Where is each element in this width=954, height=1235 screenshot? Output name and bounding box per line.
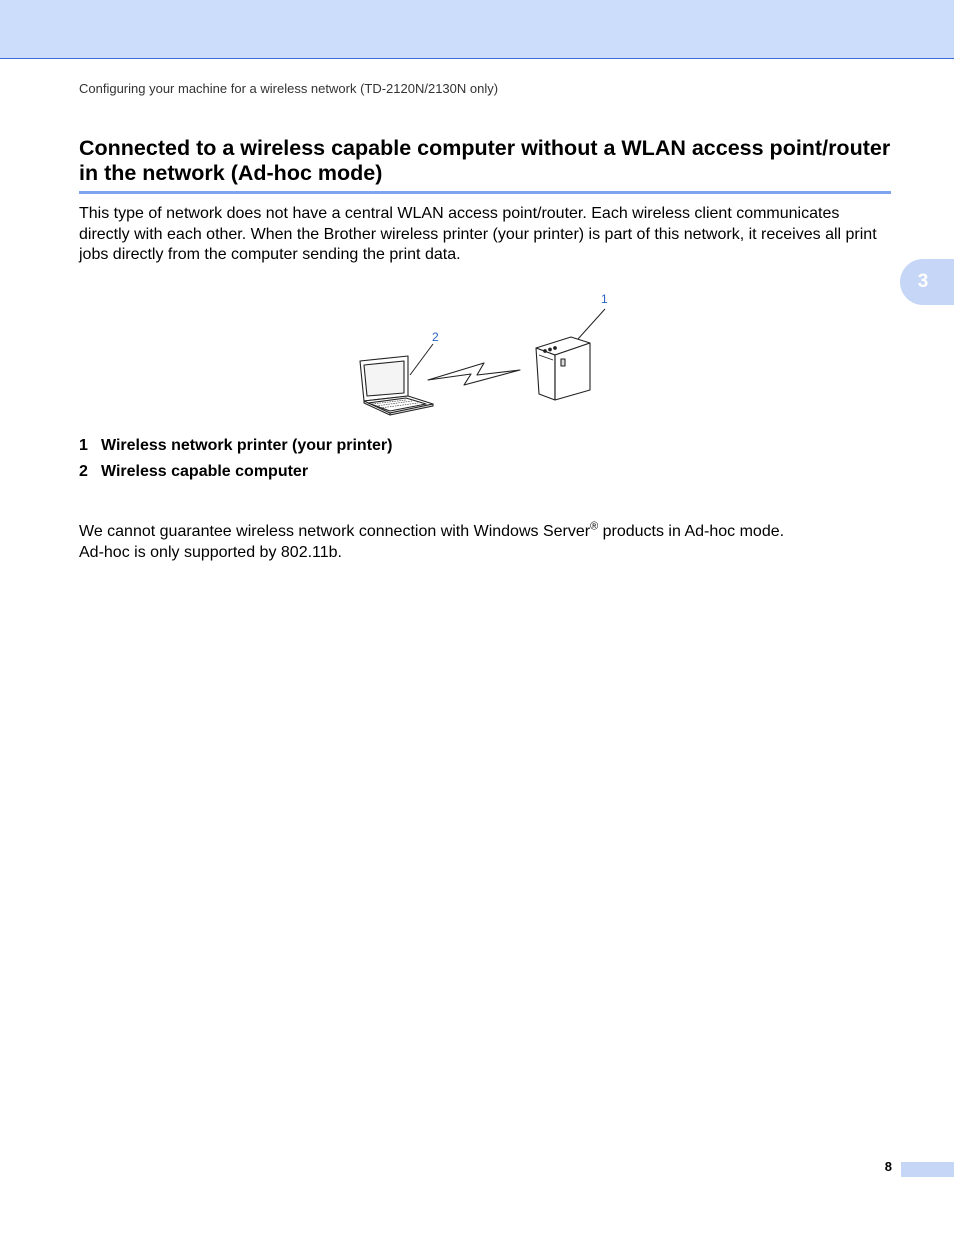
legend-item-printer [79,437,392,455]
legend-number: 2 [79,463,88,480]
intro-paragraph: This type of network does not have a central WLAN access point/router. Each wireless client communicates directly with each other. When the Brother wireless printer (your printer) is part of this network, it receives all print jobs directly from the computer sending the print data. [79,205,877,263]
laptop-icon [360,356,433,415]
legend-item-computer [79,463,308,481]
note-paragraph [79,522,894,563]
registered-mark: ® [590,520,599,533]
page-number: 8 [884,1159,892,1174]
legend-number: 1 [79,437,88,454]
note-line2: Ad-hoc is only supported by 802.11b. [79,543,342,561]
section-heading: Connected to a wireless capable computer without a WLAN access point/router in the network (Ad-hoc mode) [79,136,891,194]
header-band [0,0,954,59]
callout-2-label: 2 [432,330,439,344]
wireless-link-icon [428,363,520,385]
callout-1-label: 1 [601,292,608,306]
legend-label: Wireless capable computer [101,463,309,480]
printer-icon [536,337,590,400]
note-line1-end: products in Ad-hoc mode. [598,523,785,540]
running-header: Configuring your machine for a wireless network (TD-2120N/2130N only) [79,81,499,96]
chapter-tab[interactable] [900,259,954,305]
footer-band [901,1162,954,1177]
adhoc-network-illustration [350,285,630,420]
note-line1-start: We cannot guarantee wireless network connection with Windows Server [79,523,591,540]
chapter-tab-number: 3 [917,271,929,292]
legend-label: Wireless network printer (your printer) [101,437,393,454]
